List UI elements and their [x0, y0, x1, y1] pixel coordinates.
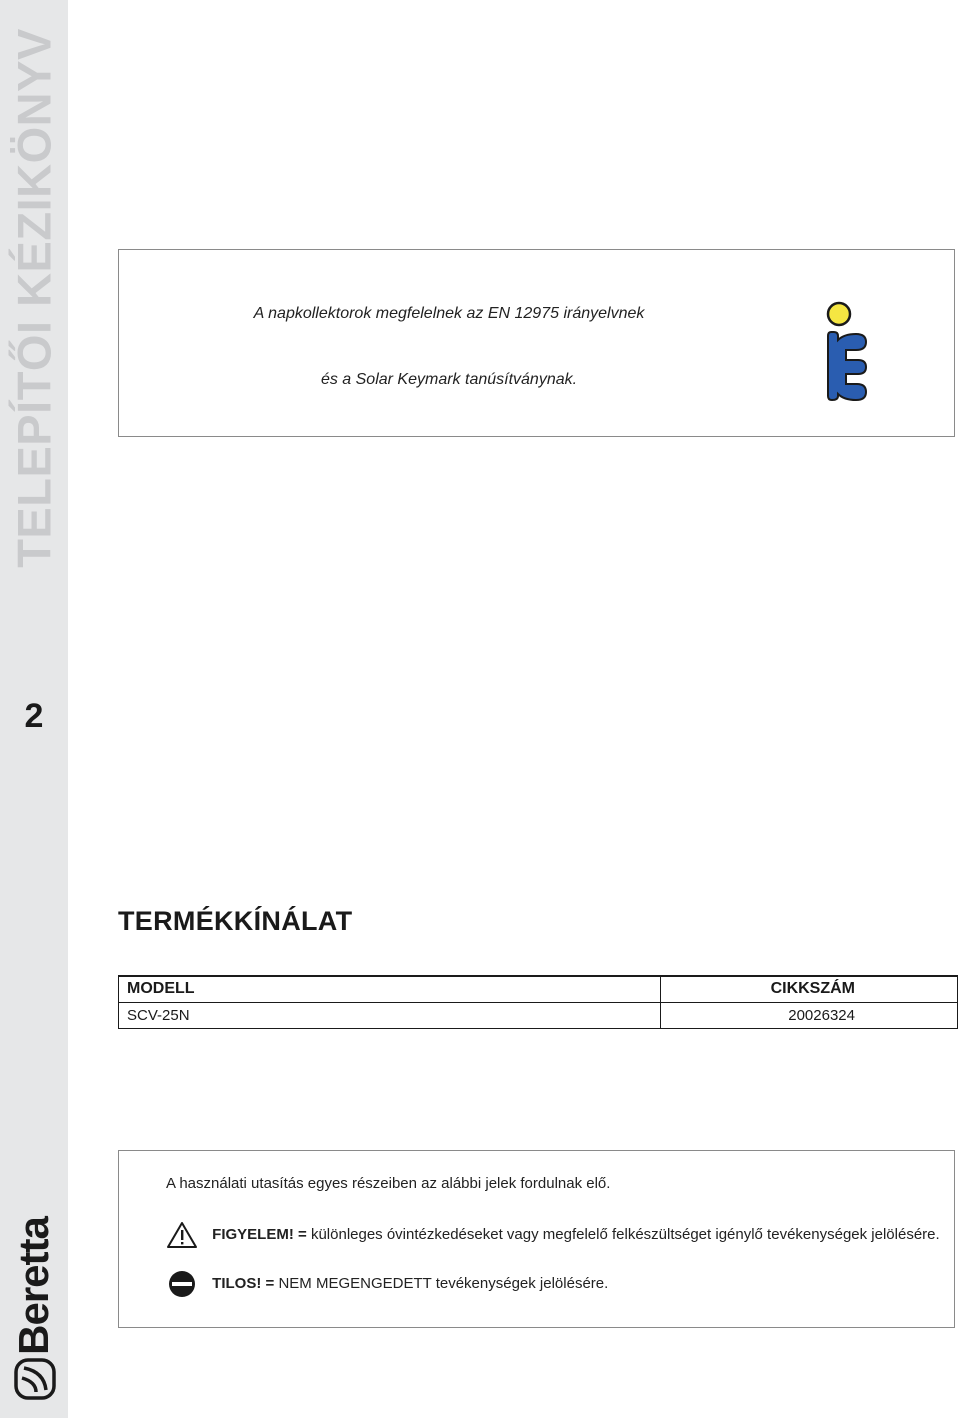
sidebar	[0, 0, 68, 1418]
brand-logo: Beretta	[10, 1217, 57, 1355]
column-header-article-number: CIKKSZÁM	[661, 976, 958, 1002]
list-item	[166, 1270, 608, 1298]
warning-description: különleges óvintézkedéseket vagy megfelelő felkészültséget igénylő tevékenységek jelölésére.	[310, 1225, 940, 1243]
certification-text-line1: A napkollektorok megfelelnek az EN 12975 irányelvnek	[253, 305, 645, 322]
prohibited-icon	[166, 1270, 198, 1298]
certification-text-line2: és a Solar Keymark tanúsítványnak.	[320, 371, 578, 388]
symbols-legend-box	[118, 1150, 955, 1328]
product-range-title: TERMÉKKÍNÁLAT	[118, 906, 353, 936]
solar-keymark-icon	[824, 300, 868, 404]
warning-triangle-icon	[166, 1221, 198, 1249]
warning-separator: =	[293, 1225, 311, 1243]
list-item	[166, 1221, 940, 1249]
prohibited-separator: =	[261, 1274, 279, 1292]
prohibited-description: NEM MEGENGEDETT tevékenységek jelölésére.	[278, 1274, 609, 1292]
table-cell-model: SCV-25N	[119, 1002, 661, 1028]
prohibited-term: TILOS!	[212, 1274, 262, 1292]
product-table	[118, 975, 958, 1029]
table-header-row	[119, 976, 958, 1002]
manual-title: TELEPÍTŐI KÉZIKÖNYV	[7, 28, 61, 568]
table-cell-article-number: 20026324	[661, 1002, 958, 1028]
page-number: 2	[24, 697, 44, 735]
symbols-intro: A használati utasítás egyes részeiben az alábbi jelek fordulnak elő.	[166, 1175, 611, 1192]
certification-box	[118, 249, 955, 437]
table-row	[119, 1002, 958, 1028]
warning-term: FIGYELEM!	[212, 1225, 294, 1243]
column-header-model: MODELL	[119, 976, 661, 1002]
brand-emblem-icon	[14, 1358, 56, 1400]
